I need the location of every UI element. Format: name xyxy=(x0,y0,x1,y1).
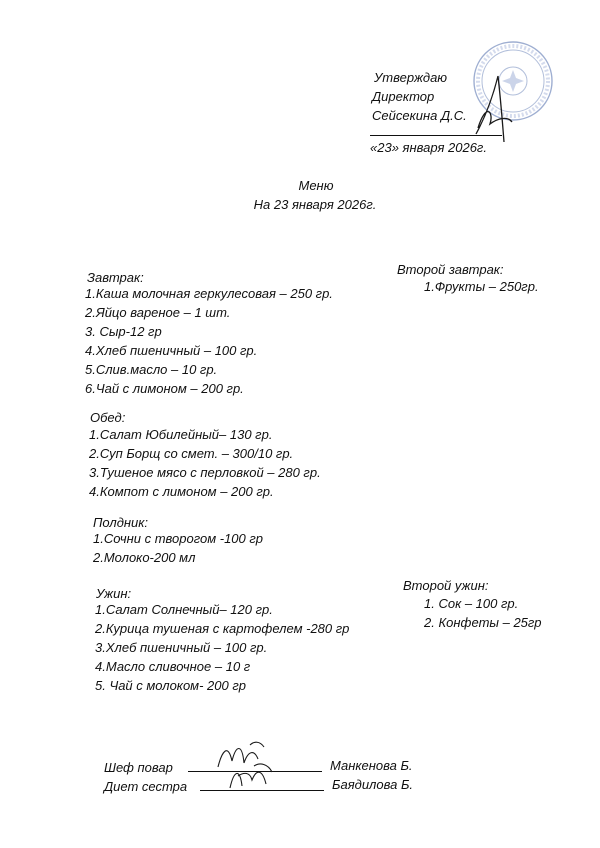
snack-list xyxy=(93,529,263,567)
breakfast-item: 1.Каша молочная геркулесовая – 250 гр. xyxy=(85,286,333,301)
second-breakfast-heading: Второй завтрак: xyxy=(397,262,504,277)
second-dinner-item: 2. Конфеты – 25гр xyxy=(424,615,542,630)
dinner-item: 2.Курица тушеная с картофелем -280 гр xyxy=(95,621,350,636)
approval-position: Директор xyxy=(372,89,435,104)
approval-name: Сейсекина Д.С. xyxy=(372,108,467,123)
lunch-item: 1.Салат Юбилейный– 130 гр. xyxy=(89,427,273,442)
chef-name: Манкенова Б. xyxy=(330,758,413,773)
second-dinner-heading: Второй ужин: xyxy=(403,578,489,593)
snack-item: 2.Молоко-200 мл xyxy=(93,550,196,565)
menu-date: На 23 января 2026г. xyxy=(253,197,377,212)
dinner-heading: Ужин: xyxy=(96,586,132,601)
nurse-signature xyxy=(224,760,276,794)
lunch-item: 2.Суп Борщ со смет. – 300/10 гр. xyxy=(89,446,294,461)
breakfast-list xyxy=(85,284,333,398)
dinner-item: 5. Чай с молоком- 200 гр xyxy=(95,678,246,693)
dinner-item: 1.Салат Солнечный– 120 гр. xyxy=(95,602,273,617)
dinner-item: 3.Хлеб пшеничный – 100 гр. xyxy=(95,640,268,655)
second-dinner-list xyxy=(424,594,542,632)
menu-title: Меню xyxy=(298,178,334,193)
breakfast-item: 6.Чай с лимоном – 200 гр. xyxy=(85,381,244,396)
snack-item: 1.Сочни с творогом -100 гр xyxy=(93,531,264,546)
second-breakfast-item: 1.Фрукты – 250гр. xyxy=(424,279,539,294)
lunch-item: 3.Тушеное мясо с перловкой – 280 гр. xyxy=(89,465,321,480)
approval-approve: Утверждаю xyxy=(374,70,448,85)
dinner-list xyxy=(95,600,349,695)
dinner-item: 4.Масло сливочное – 10 г xyxy=(95,659,251,674)
breakfast-item: 4.Хлеб пшеничный – 100 гр. xyxy=(85,343,258,358)
lunch-heading: Обед: xyxy=(90,410,126,425)
second-dinner-item: 1. Сок – 100 гр. xyxy=(424,596,519,611)
breakfast-item: 2.Яйцо вареное – 1 шт. xyxy=(85,305,231,320)
lunch-item: 4.Компот с лимоном – 200 гр. xyxy=(89,484,274,499)
nurse-name: Баядилова Б. xyxy=(332,777,414,792)
breakfast-item: 5.Слив.масло – 10 гр. xyxy=(85,362,218,377)
approval-date: «23» января 2026г. xyxy=(370,140,487,155)
breakfast-heading: Завтрак: xyxy=(87,270,144,285)
breakfast-item: 3. Сыр-12 гр xyxy=(85,324,162,339)
snack-heading: Полдник: xyxy=(93,515,149,530)
lunch-list xyxy=(89,425,321,501)
chef-label: Шеф повар xyxy=(104,760,173,775)
nurse-label: Диет сестра xyxy=(104,779,188,794)
